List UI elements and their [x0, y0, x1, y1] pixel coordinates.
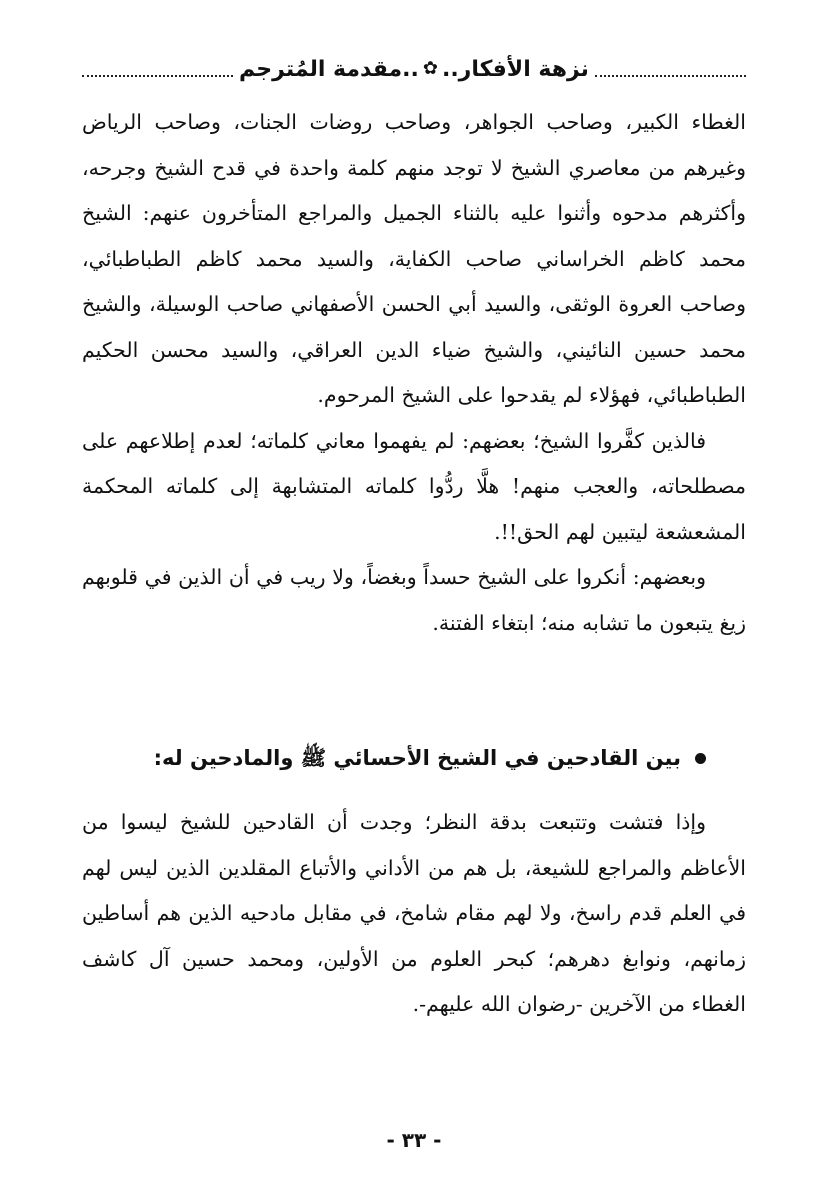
section-paragraph: وإذا فتشت وتتبعت بدقة النظر؛ وجدت أن القادحين للشيخ ليسوا من الأعاظم والمراجع للشيعة، بل هم من الأداني والأتباع المقلدين الذين ليس لهم في العلم قدم راسخ، ولا لهم مقام شامخ، في مقابل مادحيه الذين هم أساطين زمانهم، ونوابغ دهرهم؛ كبحر العلوم من الأولين، ومحمد حسين آل كاشف الغطاء من الآخرين -رضوان الله عليهم-.: [82, 810, 746, 1016]
header-title: [233, 57, 595, 82]
page-number: - ٣٣ -: [386, 1128, 442, 1152]
paragraph-3: وبعضهم: أنكروا على الشيخ حسداً وبغضاً، ولا ريب في أن الذين في قلوبهم زيغ يتبعون ما تشابه منه؛ ابتغاء الفتنة.: [82, 565, 746, 635]
running-header: [82, 52, 746, 86]
header-dots-left: [82, 75, 233, 77]
paragraph-1: الغطاء الكبير، وصاحب الجواهر، وصاحب روضات الجنات، وصاحب الرياض وغيرهم من معاصري الشيخ لا توجد منهم كلمة واحدة في قدح الشيخ وجرحه، وأكثرهم مدحوه وأثنوا عليه بالثناء الجميل والمراجع المتأخرون عنهم: الشيخ محمد كاظم الخراساني صاحب الكفاية، والسيد محمد كاظم الطباطبائي، وصاحب العروة الوثقى، والسيد أبي الحسن الأصفهاني صاحب الوسيلة، والشيخ محمد حسين النائيني، والشيخ ضياء الدين العراقي، والسيد محسن الحكيم الطباطبائي، فهؤلاء لم يقدحوا على الشيخ المرحوم.: [82, 110, 746, 407]
section-body: [82, 800, 746, 1028]
header-section-title: ..مقدمة المُترجم: [239, 56, 419, 82]
flower-ornament-icon: ✿: [422, 58, 438, 79]
paragraph-2: فالذين كفَّروا الشيخ؛ بعضهم: لم يفهموا معاني كلماته؛ لعدم إطلاعهم على مصطلحاته، والعجب منهم! هلَّا ردُّوا كلماته المتشابهة إلى كلماته المحكمة المشعشعة ليتبين لهم الحق!!.: [82, 428, 746, 544]
section-heading: [82, 738, 746, 778]
bullet-icon: [695, 753, 706, 764]
body-text: [82, 100, 746, 646]
header-book-title: نزهة الأفكار..: [441, 56, 589, 82]
section-heading-text: بين القادحين في الشيخ الأحسائي ﷺ والمادحين له:: [153, 746, 681, 770]
header-dots-right: [595, 75, 746, 77]
